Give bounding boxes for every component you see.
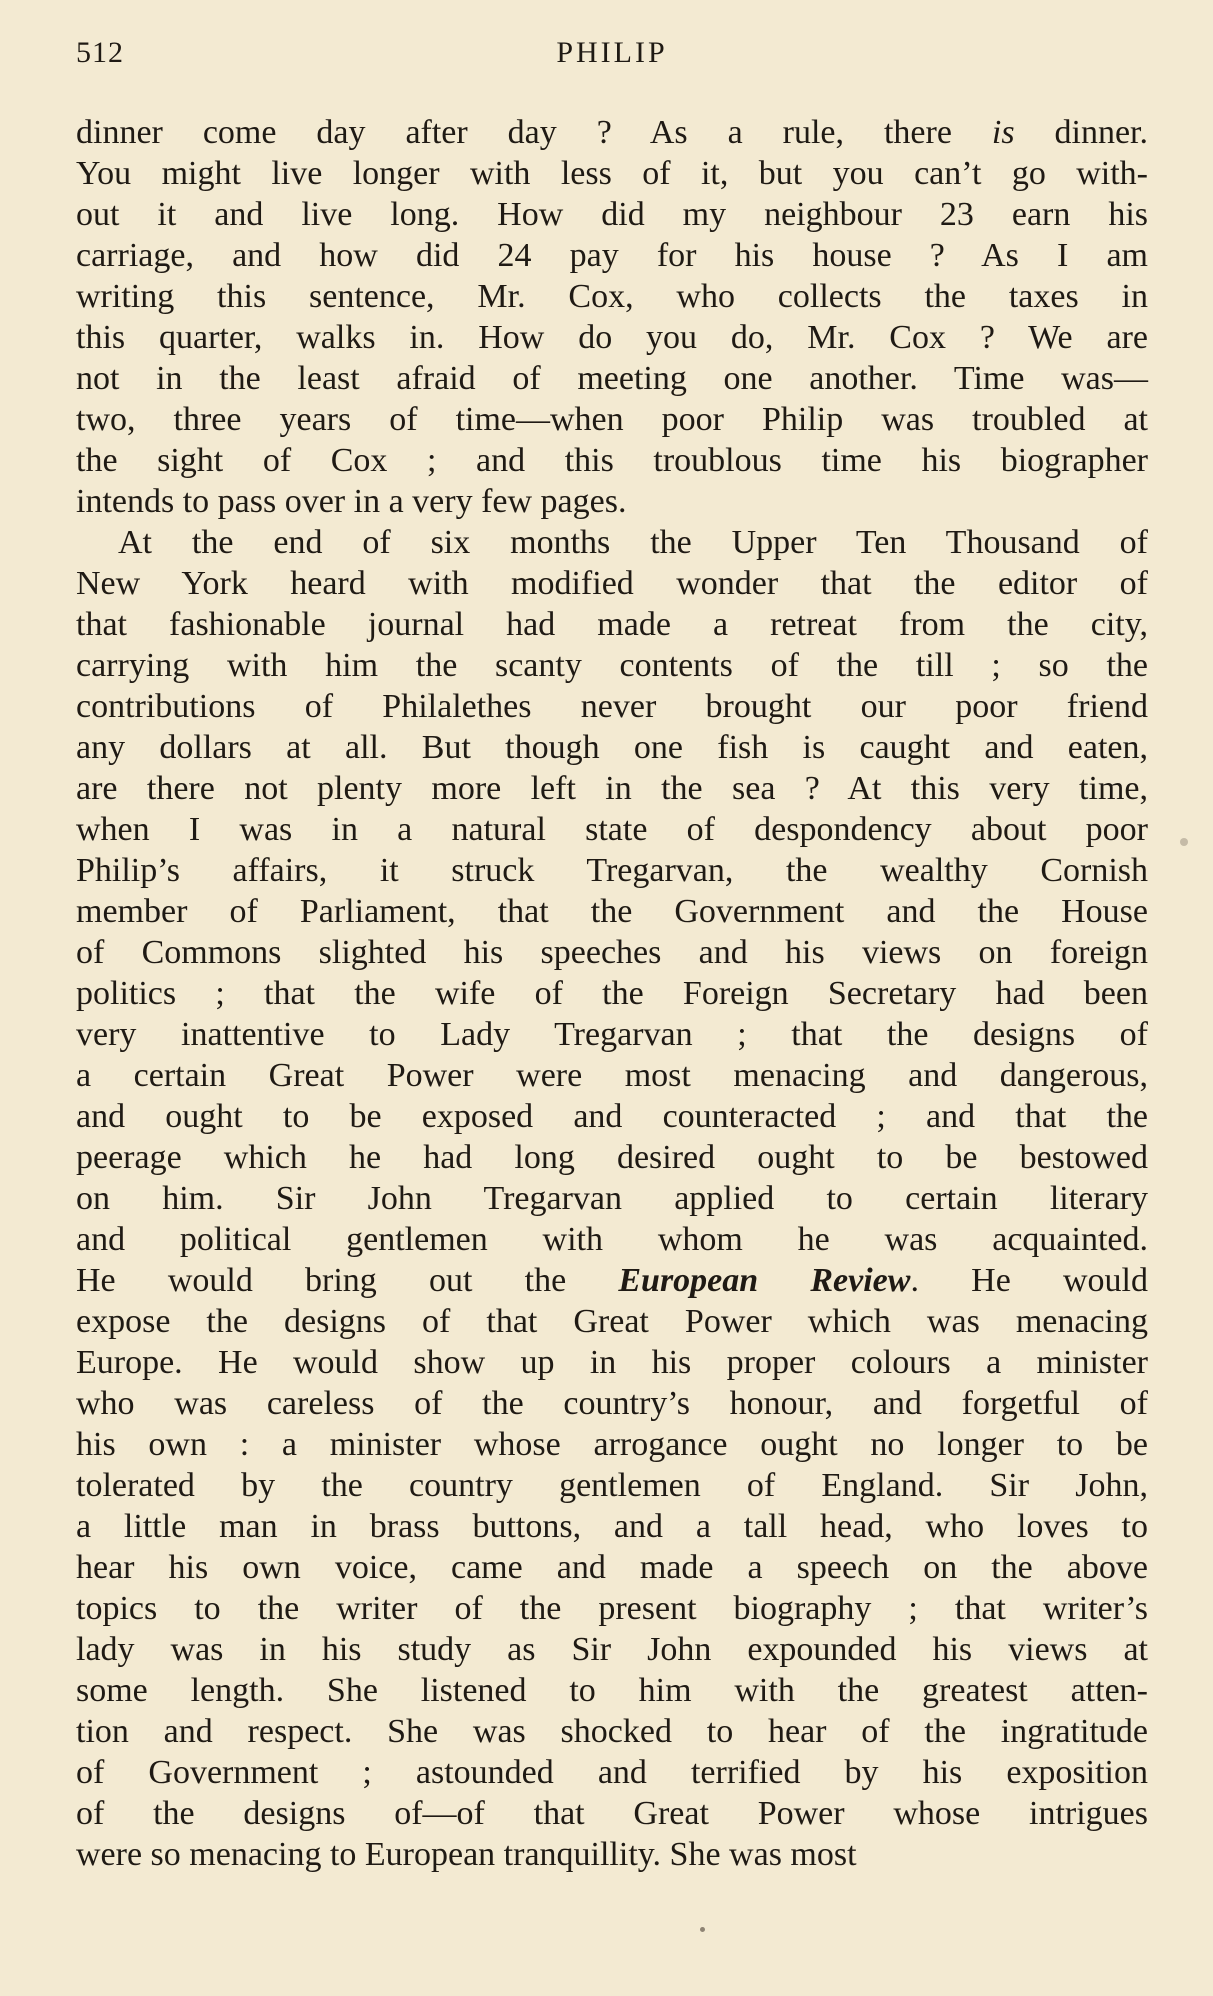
text-line: expose the designs of that Great Power which was menacing: [76, 1303, 1148, 1340]
text-line: of Commons slighted his speeches and his views on foreign: [76, 934, 1148, 971]
text-line: and ought to be exposed and counteracted ; and that the: [76, 1098, 1148, 1135]
text-line: He would bring out the European Review. He would: [76, 1262, 1148, 1299]
text-line: his own : a minister whose arrogance ought no longer to be: [76, 1426, 1148, 1463]
text-line: two, three years of time—when poor Philip was troubled at: [76, 401, 1148, 438]
print-speck: [700, 1927, 705, 1932]
text-line: member of Parliament, that the Government and the House: [76, 893, 1148, 930]
text-line: lady was in his study as Sir John expounded his views at: [76, 1631, 1148, 1668]
text-line: writing this sentence, Mr. Cox, who collects the taxes in: [76, 278, 1148, 315]
text-line: on him. Sir John Tregarvan applied to certain literary: [76, 1180, 1148, 1217]
body-text: [76, 112, 1148, 1875]
text-line: You might live longer with less of it, but you can’t go with-: [76, 155, 1148, 192]
text-line: tolerated by the country gentlemen of England. Sir John,: [76, 1467, 1148, 1504]
text-line: a little man in brass buttons, and a tall head, who loves to: [76, 1508, 1148, 1545]
text-line: were so menacing to European tranquillity. She was most: [76, 1836, 857, 1873]
running-head: PHILIP: [556, 36, 668, 69]
text-line: when I was in a natural state of despondency about poor: [76, 811, 1148, 848]
text-line: intends to pass over in a very few pages.: [76, 483, 627, 520]
page-number: 512: [76, 36, 124, 69]
text-line: this quarter, walks in. How do you do, Mr. Cox ? We are: [76, 319, 1148, 356]
text-line: that fashionable journal had made a retreat from the city,: [76, 606, 1148, 643]
text-line: are there not plenty more left in the sea ? At this very time,: [76, 770, 1148, 807]
text-line: any dollars at all. But though one fish is caught and eaten,: [76, 729, 1148, 766]
text-line: dinner come day after day ? As a rule, there is dinner.: [76, 114, 1148, 151]
text-line: peerage which he had long desired ought to be bestowed: [76, 1139, 1148, 1176]
text-line: not in the least afraid of meeting one another. Time was—: [76, 360, 1148, 397]
text-line: out it and live long. How did my neighbour 23 earn his: [76, 196, 1148, 233]
text-line: who was careless of the country’s honour, and forgetful of: [76, 1385, 1148, 1422]
text-line: New York heard with modified wonder that the editor of: [76, 565, 1148, 602]
paragraph: [76, 522, 1148, 1875]
text-line: Europe. He would show up in his proper colours a minister: [76, 1344, 1148, 1381]
text-line: very inattentive to Lady Tregarvan ; that the designs of: [76, 1016, 1148, 1053]
text-line: topics to the writer of the present biography ; that writer’s: [76, 1590, 1148, 1627]
text-line: the sight of Cox ; and this troublous time his biographer: [76, 442, 1148, 479]
text-line: and political gentlemen with whom he was acquainted.: [76, 1221, 1148, 1258]
text-line: some length. She listened to him with the greatest atten-: [76, 1672, 1148, 1709]
print-speck: [1180, 838, 1188, 846]
text-line: At the end of six months the Upper Ten Thousand of: [118, 524, 1148, 561]
text-line: Philip’s affairs, it struck Tregarvan, the wealthy Cornish: [76, 852, 1148, 889]
text-line: carriage, and how did 24 pay for his house ? As I am: [76, 237, 1148, 274]
text-line: hear his own voice, came and made a speech on the above: [76, 1549, 1148, 1586]
text-line: contributions of Philalethes never brought our poor friend: [76, 688, 1148, 725]
paragraph: [76, 112, 1148, 522]
text-line: politics ; that the wife of the Foreign Secretary had been: [76, 975, 1148, 1012]
text-line: of the designs of—of that Great Power whose intrigues: [76, 1795, 1148, 1832]
text-line: carrying with him the scanty contents of the till ; so the: [76, 647, 1148, 684]
text-line: a certain Great Power were most menacing and dangerous,: [76, 1057, 1148, 1094]
page-header: [76, 36, 1148, 84]
text-line: tion and respect. She was shocked to hear of the ingratitude: [76, 1713, 1148, 1750]
text-line: of Government ; astounded and terrified by his exposition: [76, 1754, 1148, 1791]
